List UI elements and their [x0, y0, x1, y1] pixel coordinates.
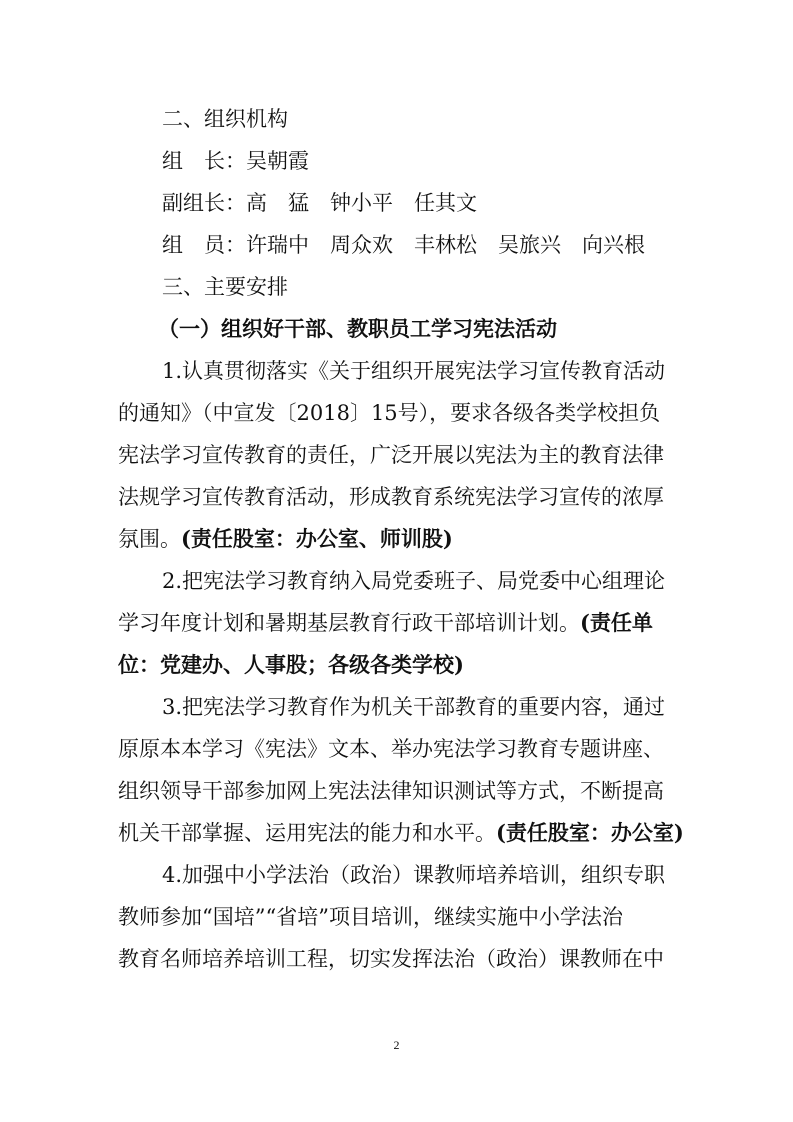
item2-text: 学习年度计划和暑期基层教育行政干部培训计划。 [118, 611, 580, 635]
deputy-label: 副组长： [162, 191, 246, 215]
leader-label: 组 长： [162, 149, 246, 173]
subheading-study-activity: （一）组织好干部、教职员工学习宪法活动 [158, 316, 557, 341]
item2-responsibility-end: 位：党建办、人事股；各级各类学校) [118, 652, 464, 677]
members-names: 许瑞中 周众欢 丰林松 吴旅兴 向兴根 [246, 233, 645, 257]
item1-line: 1.认真贯彻落实《关于组织开展宪法学习宣传教育活动 [162, 359, 666, 383]
section-heading-organization: 二、组织机构 [162, 107, 288, 131]
item3-line: 原原本本学习《宪法》文本、举办宪法学习教育专题讲座、 [118, 737, 664, 761]
item4-line: 教师参加“国培”“省培”项目培训，继续实施中小学法治 [118, 905, 623, 929]
deputy-row [162, 190, 477, 216]
deputy-names: 高 猛 钟小平 任其文 [246, 191, 477, 215]
item4-line: 4.加强中小学法治（政治）课教师培养培训，组织专职 [162, 863, 666, 887]
page-number: 2 [393, 1038, 400, 1052]
item4-line: 教育名师培养培训工程，切实发挥法治（政治）课教师在中 [118, 947, 664, 971]
section-heading-arrangements: 三、主要安排 [162, 275, 288, 299]
leader-names: 吴朝霞 [246, 149, 309, 173]
item1-line: 的通知》（中宣发〔2018〕15号），要求各级各类学校担负 [118, 401, 661, 425]
item3-last-line [118, 820, 684, 846]
item3-text: 机关干部掌握、运用宪法的能力和水平。 [118, 821, 496, 845]
item3-line: 组织领导干部参加网上宪法法律知识测试等方式，不断提高 [118, 779, 664, 803]
item1-text: 氛围。 [118, 527, 181, 551]
item1-last-line [118, 526, 453, 552]
item2-responsibility-start: (责任单 [580, 610, 653, 635]
item3-responsibility: (责任股室：办公室) [496, 820, 684, 845]
members-label: 组 员： [162, 233, 246, 257]
item1-responsibility: (责任股室：办公室、师训股) [181, 526, 453, 551]
item2-line2 [118, 610, 653, 636]
leader-row [162, 148, 309, 174]
item3-line: 3.把宪法学习教育作为机关干部教育的重要内容，通过 [162, 695, 666, 719]
item1-line: 宪法学习宣传教育的责任，广泛开展以宪法为主的教育法律 [118, 443, 664, 467]
item1-line: 法规学习宣传教育活动，形成教育系统宪法学习宣传的浓厚 [118, 485, 664, 509]
item2-line: 2.把宪法学习教育纳入局党委班子、局党委中心组理论 [162, 569, 666, 593]
members-row [162, 232, 645, 258]
